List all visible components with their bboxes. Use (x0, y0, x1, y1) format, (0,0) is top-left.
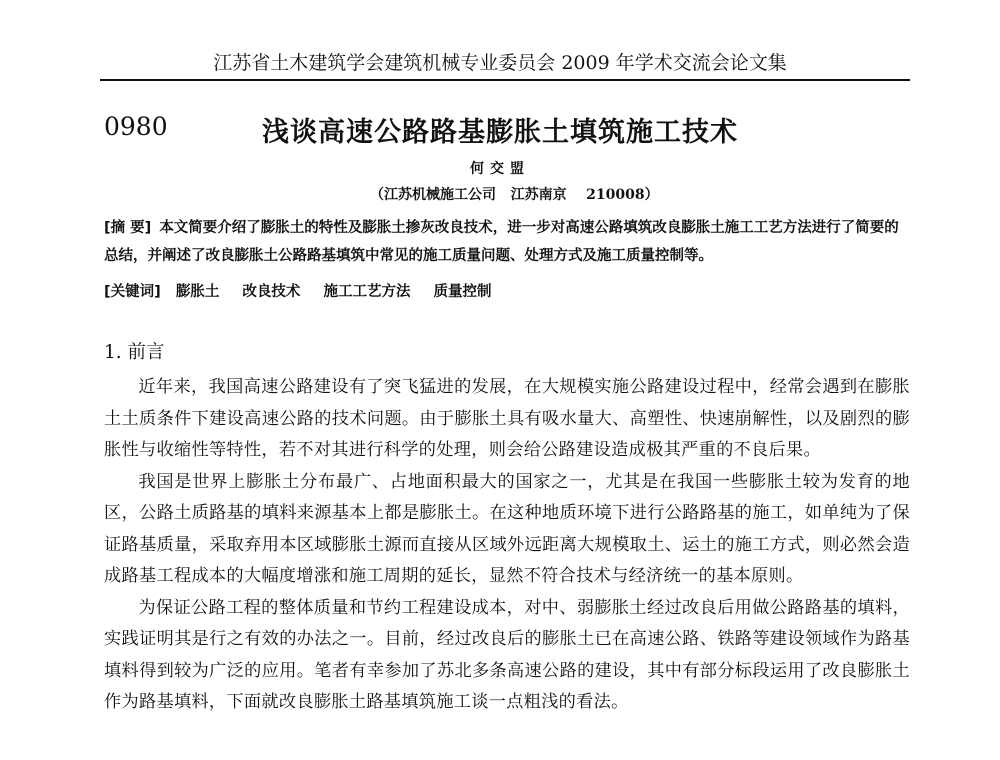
paragraph: 我国是世界上膨胀土分布最广、占地面积最大的国家之一，尤其是在我国一些膨胀土较为发育的地区，公路土质路基的填料来源基本上都是膨胀土。在这种地质环境下进行公路路基的施工，如单纯为了保证路基质量，采取弃用本区域膨胀土源而直接从区域外远距离大规模取土、运土的施工方式，则必然会造成路基工程成本的大幅度增涨和施工周期的延长，显然不符合技术与经济统一的基本原则。 (104, 471, 910, 586)
keyword: 质量控制 (433, 284, 492, 300)
paper-number: 0980 (104, 112, 168, 141)
keyword: 膨胀土 (175, 284, 220, 300)
running-header: 江苏省土木建筑学会建筑机械专业委员会 2009 年学术交流会论文集 (213, 52, 787, 74)
header-rule (100, 79, 910, 81)
keywords (104, 279, 910, 305)
section-heading: 1. 前言 (104, 342, 165, 363)
paper-title: 浅谈高速公路路基膨胀土填筑施工技术 (262, 117, 738, 148)
keywords-label: [关键词] (104, 284, 161, 300)
abstract-text: 本文简要介绍了膨胀土的特性及膨胀土掺灰改良技术，进一步对高速公路填筑改良膨胀土施工工艺方法进行了简要的总结，并阐述了改良膨胀土公路路基填筑中常见的施工质量问题、处理方式及施工质量控制等。 (104, 219, 899, 264)
abstract-label: [摘 要] (104, 220, 152, 236)
affiliation: （江苏机械施工公司 江苏南京 210008） (370, 187, 659, 203)
abstract (104, 214, 910, 269)
section-body (104, 372, 910, 719)
author: 何交盟 (470, 161, 530, 177)
keyword: 改良技术 (242, 284, 301, 300)
keyword: 施工工艺方法 (323, 284, 411, 300)
paragraph: 近年来，我国高速公路建设有了突飞猛进的发展，在大规模实施公路建设过程中，经常会遇到在膨胀土土质条件下建设高速公路的技术问题。由于膨胀土具有吸水量大、高塑性、快速崩解性，以及剧烈的膨胀性与收缩性等特性，若不对其进行科学的处理，则会给公路建设造成极其严重的不良后果。 (104, 377, 910, 460)
paragraph: 为保证公路工程的整体质量和节约工程建设成本，对中、弱膨胀土经过改良后用做公路路基的填料，实践证明其是行之有效的办法之一。目前，经过改良后的膨胀土已在高速公路、铁路等建设领域作为路基填料得到较为广泛的应用。笔者有幸参加了苏北多条高速公路的建设，其中有部分标段运用了改良膨胀土作为路基填料，下面就改良膨胀土路基填筑施工谈一点粗浅的看法。 (104, 597, 910, 712)
